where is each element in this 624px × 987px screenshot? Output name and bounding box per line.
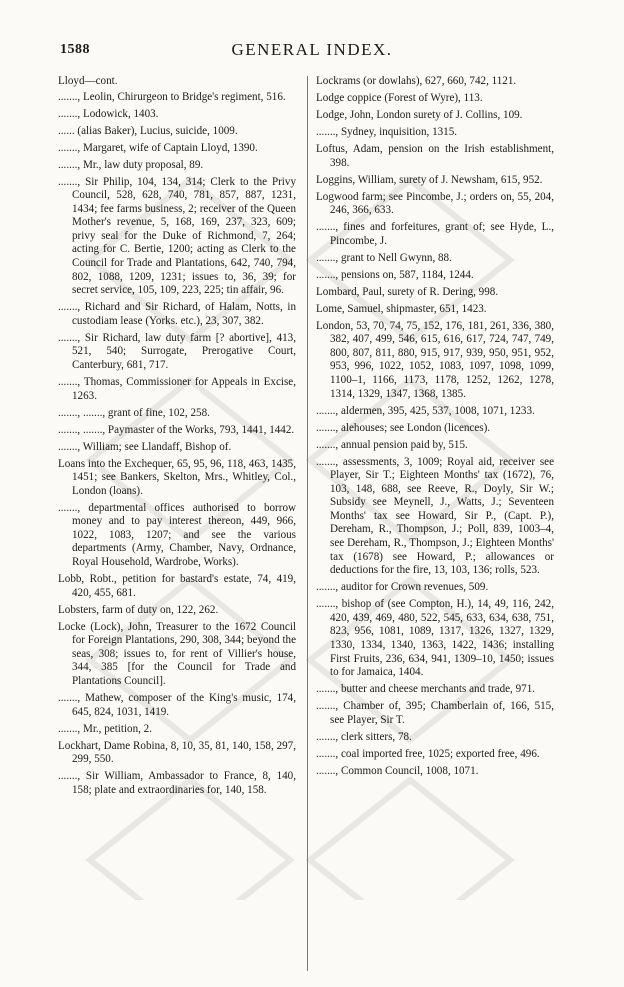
index-entry: ......., pensions on, 587, 1184, 1244. <box>316 268 474 281</box>
index-entry: ......., Sir Richard, law duty farm [? abortive], 413, 521, 540; Surrogate, Prerogative Court, Canterbury, 681, 717. <box>58 331 296 372</box>
index-entry: London, 53, 70, 74, 75, 152, 176, 181, 261, 336, 380, 382, 407, 499, 546, 615, 616, 617, 724, 747, 749, 800, 807, 811, 880, 915, 917, 939, 950, 951, 952, 953, 996, 1022, 1052, 1083, 1097, 1098, 1099, 1100–1, 1166, 1173, 1178, 1252, 1262, 1278, 1314, 1329, 1347, 1368, 1385. <box>316 319 554 400</box>
page-number: 1588 <box>60 42 90 57</box>
index-entry: ......., Chamber of, 395; Chamberlain of, 166, 515, see Player, Sir T. <box>316 700 554 726</box>
index-entry: Lombard, Paul, surety of R. Dering, 998. <box>316 285 499 298</box>
index-entry: Locke (Lock), John, Treasurer to the 1672 Council for Foreign Plantations, 290, 308, 344; beyond the seas, 308; issues to, for rent of Villier's house, 344, 385 [for the Council for Trade and Plantations Council]. <box>58 620 296 687</box>
index-entry: ......., fines and forfeitures, grant of; see Hyde, L., Pincombe, J. <box>316 221 554 247</box>
index-entry: Lome, Samuel, shipmaster, 651, 1423. <box>316 302 487 315</box>
index-entry: ......., ......., grant of fine, 102, 258. <box>58 406 210 419</box>
index-entry: ......., clerk sitters, 78. <box>316 730 412 743</box>
index-entry: Lobsters, farm of duty on, 122, 262. <box>58 603 219 616</box>
index-entry: ......., alehouses; see London (licences). <box>316 421 491 434</box>
index-entry: ...... (alias Baker), Lucius, suicide, 1009. <box>58 124 238 137</box>
index-entry: Lloyd—cont. <box>58 75 118 87</box>
index-entry: Loggins, William, surety of J. Newsham, 615, 952. <box>316 173 543 186</box>
right-index-column <box>316 75 554 782</box>
index-entry: ......., Margaret, wife of Captain Lloyd, 1390. <box>58 141 258 154</box>
index-entry: ......., annual pension paid by, 515. <box>316 438 468 451</box>
index-entry: Loans into the Exchequer, 65, 95, 96, 118, 463, 1435, 1451; see Bankers, Skelton, Mrs., Whitley, Col., London (loans). <box>58 457 296 497</box>
index-entry: ......., assessments, 3, 1009; Royal aid, receiver see Player, Sir T.; Eighteen Months' tax (1672), 76, 103, 148, 688, see Reeve, R., Doyly, Sir W.; Subsidy see Meynell, J., Watts, J.; Seventeen Months' tax see Howard, Sir P., (Capt. P.), Dereham, R., Thompson, J.; Poll, 839, 1003–4, see Dereham, R., Thompson, J.; Eighteen Months' tax (1678) see Howard, P.; allowances or deductions for the fire, 13, 103, 136; rolls, 523. <box>316 455 554 577</box>
index-entry: ......., grant to Nell Gwynn, 88. <box>316 251 452 264</box>
column-divider <box>307 76 308 971</box>
index-entry: ......., Sir Philip, 104, 134, 314; Clerk to the Privy Council, 528, 628, 740, 781, 857, 887, 1231, 1434; fee farms business, 2; receiver of the Queen Mother's revenue, 5, 168, 169, 237, 323, 609; privy seal for the Duke of Richmond, 7, 264; acting for C. Bertie, 1200; acting as Clerk to the Council for Trade and Plantations, 642, 740, 794, 802, 1088, 1209, 1231; issues to, 36, 39; for secret service, 105, 109, 223, 225; tin affair, 96. <box>58 175 296 297</box>
index-entry: ......., ......., Paymaster of the Works, 793, 1441, 1442. <box>58 423 295 436</box>
index-entry: ......., Mr., petition, 2. <box>58 722 152 735</box>
index-entry: Lodge, John, London surety of J. Collins, 109. <box>316 108 523 121</box>
index-entry: ......., Mr., law duty proposal, 89. <box>58 158 204 171</box>
index-entry: Loftus, Adam, pension on the Irish establishment, 398. <box>316 142 554 169</box>
index-entry: ......., butter and cheese merchants and trade, 971. <box>316 683 536 696</box>
index-entry: ......., Sir William, Ambassador to France, 8, 140, 158; plate and extraordinaries for, 140, 158. <box>58 770 296 796</box>
index-entry: ......., bishop of (see Compton, H.), 14, 49, 116, 242, 420, 439, 469, 480, 522, 545, 633, 634, 638, 751, 823, 956, 1081, 1089, 1317, 1326, 1327, 1329, 1330, 1334, 1340, 1363, 1422, 1436; installing First Fruits, 236, 634, 941, 1309–10, 1450; issues to for Jamaica, 1404. <box>316 598 554 679</box>
index-entry: ......., auditor for Crown revenues, 509. <box>316 581 489 594</box>
page-title: GENERAL INDEX. <box>231 40 393 59</box>
index-entry: Lobb, Robt., petition for bastard's estate, 74, 419, 420, 455, 681. <box>58 573 296 599</box>
index-entry: Lodge coppice (Forest of Wyre), 113. <box>316 91 483 104</box>
index-entry: ......., coal imported free, 1025; exported free, 496. <box>316 747 540 760</box>
index-entry: ......., Richard and Sir Richard, of Halam, Notts, in custodiam lease (Yorks. etc.), 23, 307, 382. <box>58 301 296 327</box>
index-entry: ......., Sydney, inquisition, 1315. <box>316 125 458 138</box>
index-entry: ......., Common Council, 1008, 1071. <box>316 764 479 777</box>
index-entry: Lockhart, Dame Robina, 8, 10, 35, 81, 140, 158, 297, 299, 550. <box>58 739 296 766</box>
index-entry: ......., William; see Llandaff, Bishop of. <box>58 440 232 453</box>
index-entry: ......., Leolin, Chirurgeon to Bridge's regiment, 516. <box>58 90 286 103</box>
index-entry: ......., Lodowick, 1403. <box>58 107 159 120</box>
index-entry: ......., Thomas, Commissioner for Appeals in Excise, 1263. <box>58 376 296 402</box>
left-index-column <box>58 75 296 801</box>
index-entry: ......., aldermen, 395, 425, 537, 1008, 1071, 1233. <box>316 404 535 417</box>
index-entry: ......., Mathew, composer of the King's music, 174, 645, 824, 1031, 1419. <box>58 691 296 718</box>
index-entry: Logwood farm; see Pincombe, J.; orders on, 55, 204, 246, 366, 633. <box>316 190 554 217</box>
index-entry: Lockrams (or dowlahs), 627, 660, 742, 1121. <box>316 75 517 87</box>
index-entry: ......., departmental offices authorised to borrow money and to pay interest thereon, 449, 966, 1022, 1083, 1207; and see the various departments (Army, Chamber, Navy, Ordnance, Royal Household, Wardrobe, Works). <box>58 501 296 569</box>
